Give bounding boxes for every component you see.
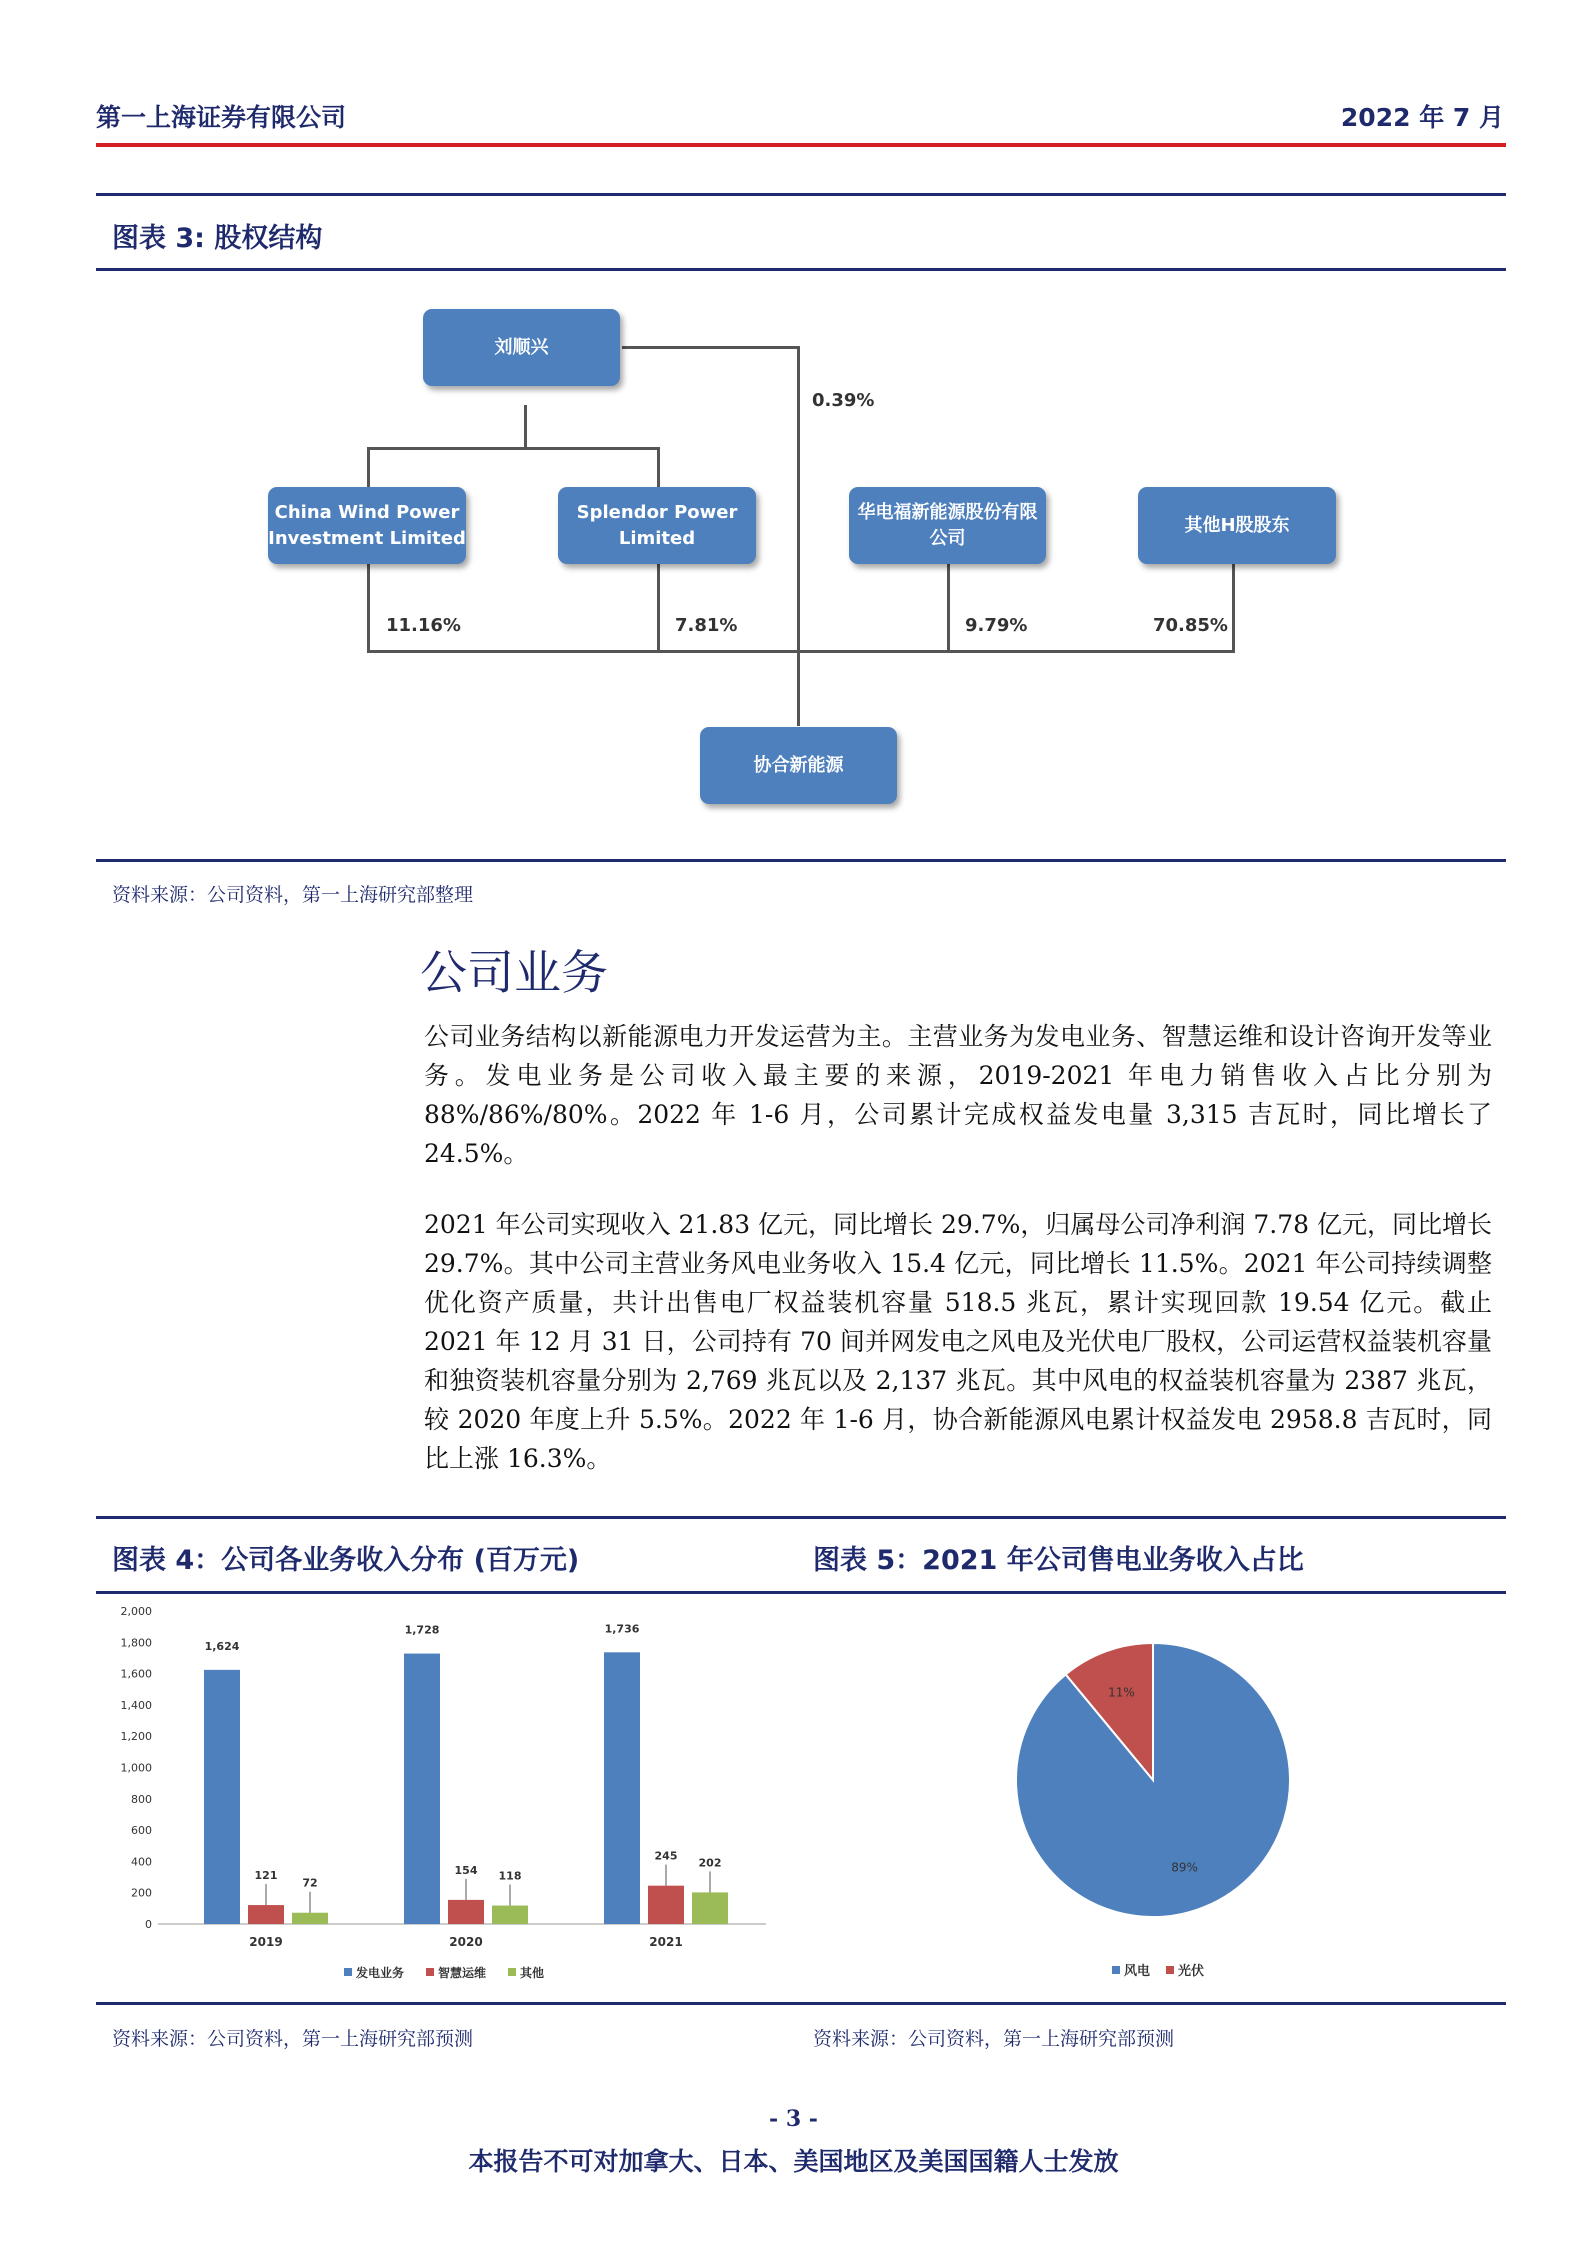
- fig45-bottom-rule: [96, 2002, 1506, 2005]
- founder-box: 刘顺兴: [423, 309, 620, 386]
- connector: [367, 650, 1235, 653]
- legend-label: 光伏: [1178, 1964, 1205, 1979]
- legend-swatch: [1112, 1966, 1120, 1974]
- y-tick-label: 1,000: [120, 1761, 152, 1775]
- pie-chart: [960, 1600, 1500, 2000]
- china-wind-pct: 11.16%: [386, 615, 461, 636]
- target-company-box: 协合新能源: [700, 727, 897, 804]
- bar-发电业务-2019: [204, 1670, 240, 1924]
- connector: [1232, 564, 1235, 650]
- bar-value-label: 121: [254, 1869, 278, 1883]
- distribution-notice: 本报告不可对加拿大、日本、美国地区及美国国籍人士发放: [468, 2147, 1119, 2176]
- fig3-bottom-rule: [96, 859, 1506, 862]
- x-tick-label: 2021: [649, 1935, 683, 1949]
- y-tick-label: 400: [131, 1855, 152, 1869]
- header-date: 2022 年 7 月: [1340, 103, 1504, 132]
- y-tick-label: 1,200: [120, 1730, 152, 1744]
- founder-direct-pct: 0.39%: [812, 390, 875, 411]
- fig3-top-rule: [96, 193, 1506, 196]
- splendor-box: Splendor Power Limited: [558, 487, 756, 564]
- other-h-shareholders-box: 其他H股股东: [1138, 487, 1336, 564]
- bar-智慧运维-2021: [648, 1886, 684, 1924]
- y-tick-label: 2,000: [120, 1605, 152, 1618]
- y-tick-label: 200: [131, 1886, 152, 1900]
- fig45-header-rule: [96, 1591, 1506, 1594]
- bar-value-label: 245: [654, 1849, 678, 1863]
- paragraph-2: 2021 年公司实现收入 21.83 亿元，同比增长 29.7%，归属母公司净利润 7.78 亿元，同比增长 29.7%。其中公司主营业务风电业务收入 15.4 亿元，同比增长 11.5%。2021 年公司持续调整优化资产质量，共计出售电厂权益装机容量 518.5 兆瓦，累计实现回款 19.54 亿元。截止 2021 年 12 月 31 日，公司持有 70 间并网发电之风电及光伏电厂股权，公司运营权益装机容量和独资装机容量分别为 2,769 兆瓦以及 2,137 兆瓦。其中风电的权益装机容量为 2387 兆瓦，较 2020 年度上升 5.5%。2022 年 1-6 月，协合新能源风电累计权益发电 2958.8 吉瓦时，同比上涨 16.3%。: [424, 1210, 1492, 1473]
- bar-value-label: 154: [454, 1863, 478, 1877]
- bar-value-label: 202: [698, 1856, 722, 1870]
- connector: [524, 405, 527, 447]
- bar-智慧运维-2019: [248, 1905, 284, 1924]
- huadian-pct: 9.79%: [965, 615, 1028, 636]
- y-tick-label: 1,800: [120, 1636, 152, 1650]
- y-tick-label: 1,400: [120, 1698, 152, 1712]
- fig3-source: 资料来源：公司资料，第一上海研究部整理: [112, 884, 474, 906]
- pie-label: 11%: [1108, 1685, 1135, 1700]
- connector: [367, 564, 370, 650]
- connector: [367, 447, 659, 450]
- huadian-box: 华电福新能源股份有限公司: [849, 487, 1046, 564]
- connector: [622, 346, 800, 349]
- header-rule: [96, 143, 1506, 147]
- china-wind-box: China Wind Power Investment Limited: [268, 487, 466, 564]
- legend-swatch: [344, 1968, 352, 1976]
- fig4-source: 资料来源：公司资料，第一上海研究部预测: [112, 2028, 474, 2050]
- bar-value-label: 118: [498, 1869, 522, 1883]
- bar-chart: [96, 1600, 796, 2000]
- page-number: - 3 -: [769, 2106, 818, 2132]
- fig3-header-rule: [96, 268, 1506, 271]
- fig5-source: 资料来源：公司资料，第一上海研究部预测: [813, 2028, 1175, 2050]
- connector: [797, 346, 800, 726]
- y-tick-label: 800: [131, 1792, 152, 1806]
- bar-其他-2021: [692, 1892, 728, 1924]
- y-tick-label: 0: [145, 1918, 152, 1931]
- legend-label: 风电: [1124, 1964, 1151, 1979]
- y-tick-label: 1,600: [120, 1667, 152, 1681]
- bar-value-label: 1,728: [404, 1623, 440, 1637]
- fig45-top-rule: [96, 1516, 1506, 1519]
- fig4-title: 图表 4：公司各业务收入分布 (百万元): [112, 1545, 580, 1576]
- legend-label: 发电业务: [356, 1966, 405, 1980]
- other-h-pct: 70.85%: [1153, 615, 1228, 636]
- bar-value-label: 72: [302, 1876, 318, 1890]
- legend-label: 其他: [520, 1966, 545, 1980]
- x-tick-label: 2020: [449, 1935, 483, 1949]
- bar-其他-2019: [292, 1913, 328, 1924]
- connector: [367, 447, 370, 487]
- pie-label: 89%: [1171, 1860, 1198, 1875]
- header-company: 第一上海证券有限公司: [96, 103, 347, 132]
- splendor-pct: 7.81%: [675, 615, 738, 636]
- paragraph-1: 公司业务结构以新能源电力开发运营为主。主营业务为发电业务、智慧运维和设计咨询开发等业务。发电业务是公司收入最主要的来源，2019-2021 年电力销售收入占比分别为 88%/86%/80%。2022 年 1-6 月，公司累计完成权益发电量 3,315 吉瓦时，同比增长了 24.5%。: [424, 1022, 1492, 1168]
- fig3-title: 图表 3: 股权结构: [112, 223, 323, 254]
- connector: [947, 564, 950, 650]
- bar-发电业务-2020: [404, 1654, 440, 1924]
- bar-其他-2020: [492, 1906, 528, 1924]
- bar-发电业务-2021: [604, 1652, 640, 1924]
- legend-swatch: [1166, 1966, 1174, 1974]
- fig5-title: 图表 5：2021 年公司售电业务收入占比: [813, 1545, 1304, 1576]
- section-title: 公司业务: [420, 946, 608, 1001]
- legend-swatch: [508, 1968, 516, 1976]
- legend-swatch: [426, 1968, 434, 1976]
- x-tick-label: 2019: [249, 1935, 283, 1949]
- connector: [657, 564, 660, 650]
- bar-value-label: 1,736: [604, 1622, 640, 1636]
- connector: [657, 447, 660, 487]
- bar-智慧运维-2020: [448, 1900, 484, 1924]
- bar-value-label: 1,624: [204, 1639, 240, 1653]
- y-tick-label: 600: [131, 1824, 152, 1838]
- legend-label: 智慧运维: [438, 1966, 487, 1980]
